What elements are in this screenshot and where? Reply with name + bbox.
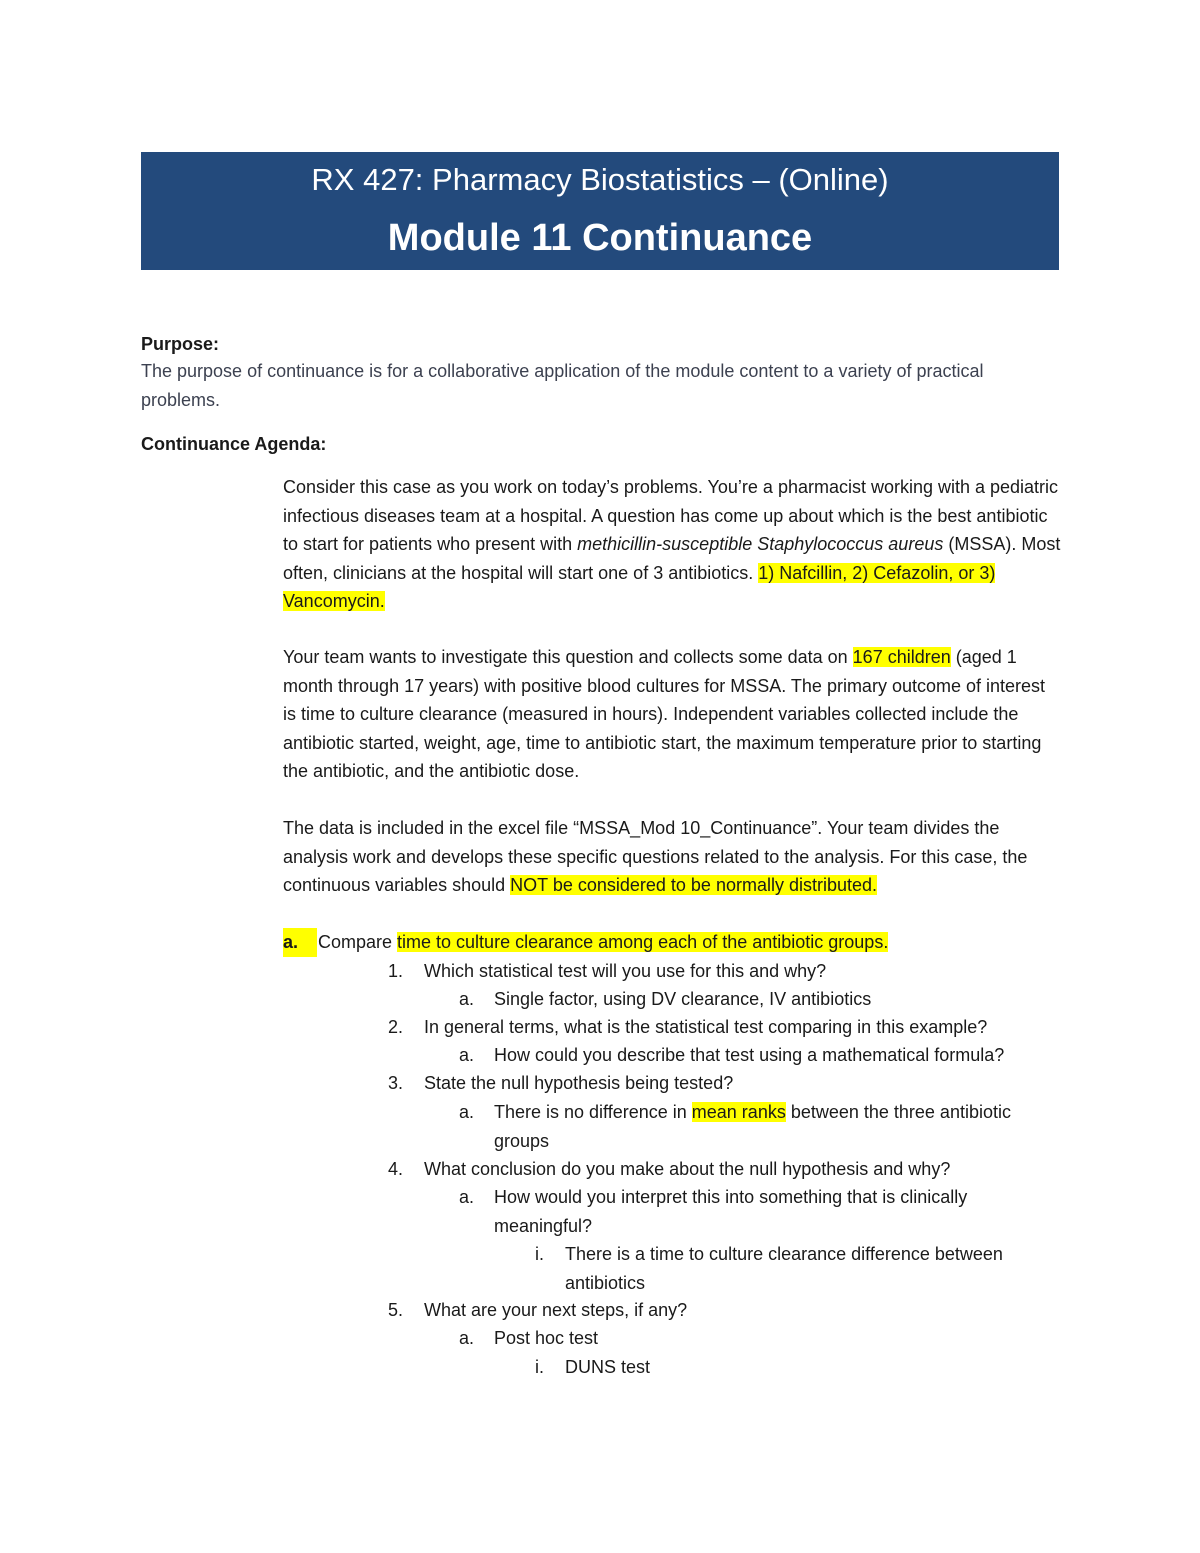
q4a-text: How would you interpret this into something that is clinically meaningful? [494, 1187, 968, 1236]
q3a-marker: a. [459, 1102, 475, 1122]
file-text: The data is included in the excel file “MSSA_Mod 10_Continuance”. Your team divides the analysis work and develops these specific questions related to the analysis. For this case, the continuous variables should [283, 818, 1028, 895]
q4ai-marker: i. [535, 1244, 544, 1264]
q2-text: In general terms, what is the statistical test comparing in this example? [424, 1017, 988, 1037]
q3a-tail: between the three antibiotic groups [494, 1102, 1011, 1151]
q3-number: 3. [388, 1073, 404, 1093]
sample-size-highlight: 167 children [852, 647, 951, 667]
q2a-marker: a. [459, 1045, 475, 1065]
task-a-highlight: time to culture clearance among each of the antibiotic groups. [397, 932, 889, 952]
task-a-lead: Compare [318, 932, 398, 952]
q4-number: 4. [388, 1159, 404, 1179]
q1-text: Which statistical test will you use for this and why? [424, 961, 827, 981]
organism-name: methicillin-susceptible Staphylococcus aureus [577, 534, 944, 554]
task-a-marker: a. [283, 928, 317, 957]
case-paragraph [283, 473, 1063, 616]
q2a-text: How could you describe that test using a mathematical formula? [494, 1045, 1005, 1065]
q3-text: State the null hypothesis being tested? [424, 1073, 734, 1093]
task-a-text [318, 928, 888, 957]
data-text-cont: (aged 1 month through 17 years) with positive blood cultures for MSSA. The primary outcome of interest is time to culture clearance (measured in hours). Independent variables collected include the antibiotic started, weight, age, time to antibiotic start, the maximum temperature prior to starting the antibiotic, and the antibiotic dose. [283, 647, 1046, 781]
q5-number: 5. [388, 1300, 404, 1320]
q5a-marker: a. [459, 1328, 475, 1348]
course-title: RX 427: Pharmacy Biostatistics – (Online) [311, 162, 889, 197]
q4a-marker: a. [459, 1187, 475, 1207]
purpose-text: The purpose of continuance is for a collaborative application of the module content to a variety of practical problems. [141, 361, 984, 410]
q1a-marker: a. [459, 989, 475, 1009]
agenda-heading: Continuance Agenda: [141, 434, 327, 454]
q5ai-text: DUNS test [565, 1357, 651, 1377]
data-file-paragraph [283, 814, 1063, 900]
antibiotic-options-highlight: 1) Nafcillin, 2) Cefazolin, or 3) Vancomycin. [283, 562, 996, 611]
case-text: Consider this case as you work on today’s problems. You’re a pharmacist working with a pediatric infectious diseases team at a hospital. A question has come up about which is the best antibiotic to start for patients who present with [283, 477, 1059, 554]
q1-number: 1. [388, 961, 404, 981]
data-collection-paragraph [283, 643, 1063, 786]
q5a-text: Post hoc test [494, 1328, 599, 1348]
mean-ranks-highlight: mean ranks [691, 1102, 786, 1122]
title-banner [141, 152, 1059, 270]
q2-number: 2. [388, 1017, 404, 1037]
purpose-heading: Purpose: [141, 334, 220, 354]
data-text: Your team wants to investigate this question and collects some data on [283, 647, 853, 667]
q4-text: What conclusion do you make about the null hypothesis and why? [424, 1159, 951, 1179]
q4ai-text: There is a time to culture clearance difference between antibiotics [565, 1244, 1003, 1293]
q3a-text [494, 1098, 1014, 1155]
q5-text: What are your next steps, if any? [424, 1300, 688, 1320]
q1a-text: Single factor, using DV clearance, IV antibiotics [494, 989, 872, 1009]
distribution-note-highlight: NOT be considered to be normally distributed. [510, 875, 878, 895]
module-title: Module 11 Continuance [387, 217, 813, 259]
case-text-cont: (MSSA). Most often, clinicians at the hospital will start one of 3 antibiotics. [283, 534, 1061, 583]
q5ai-marker: i. [535, 1357, 544, 1377]
q3a-lead: There is no difference in [494, 1102, 692, 1122]
